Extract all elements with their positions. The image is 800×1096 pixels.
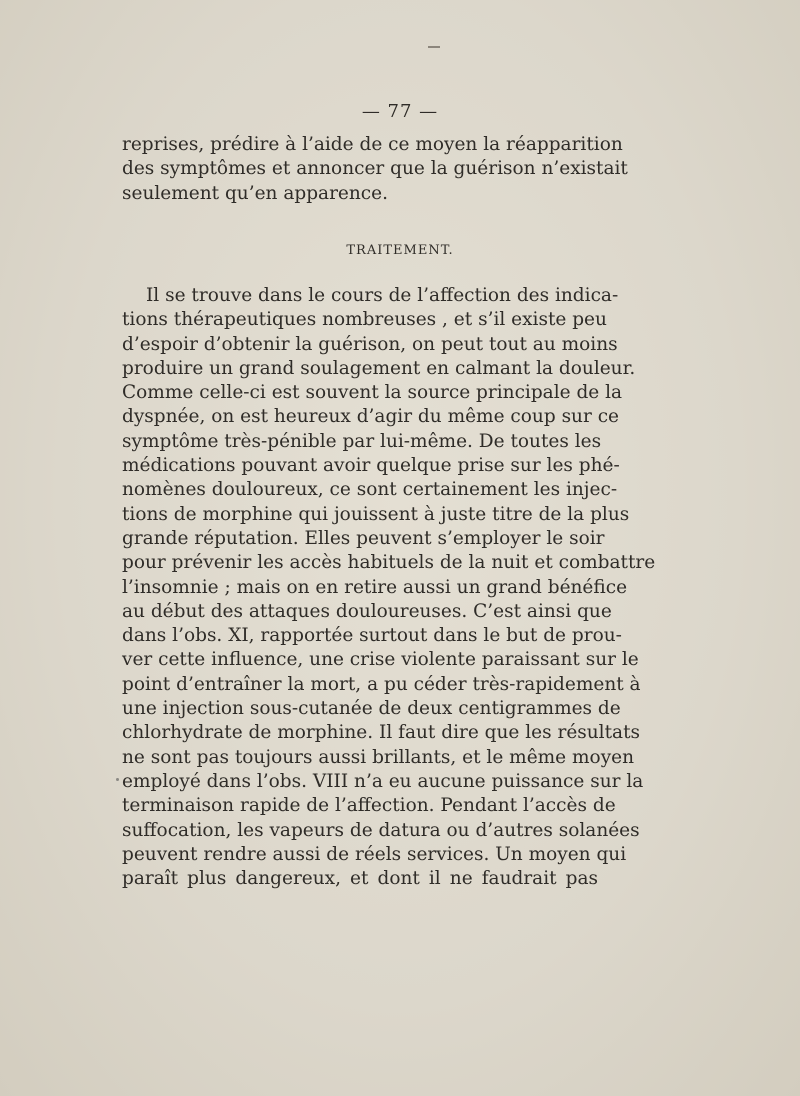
text-line: des symptômes et annoncer que la guérison n’existait: [122, 158, 628, 180]
text-line: grande réputation. Elles peuvent s’employer le soir: [122, 527, 605, 549]
text-line: ver cette influence, une crise violente paraissant sur le: [122, 649, 639, 671]
text-line: symptôme très-pénible par lui-même. De toutes les: [122, 430, 602, 452]
text-line: dyspnée, on est heureux d’agir du même coup sur ce: [122, 406, 620, 428]
text-line: une injection sous-cutanée de deux centigrammes de: [122, 698, 621, 720]
text-line: tions thérapeutiques nombreuses , et s’il existe peu: [122, 309, 607, 331]
text-line: Il se trouve dans le cours de l’affection des indica-: [146, 285, 619, 306]
text-line: l’insomnie ; mais on en retire aussi un grand bénéfice: [122, 576, 628, 598]
text-line: nomènes douloureux, ce sont certainement les injec-: [122, 479, 618, 501]
text-line: suffocation, les vapeurs de datura ou d’autres solanées: [122, 819, 640, 841]
text-line: Comme celle-ci est souvent la source principale de la: [122, 382, 623, 404]
text-line: tions de morphine qui jouissent à juste titre de la plus: [122, 503, 630, 525]
text-line: ne sont pas toujours aussi brillants, et le même moyen: [122, 746, 635, 768]
section-heading: TRAITEMENT.: [346, 243, 454, 258]
text-line: reprises, prédire à l’aide de ce moyen la réapparition: [122, 134, 623, 155]
text-line: médications pouvant avoir quelque prise sur les phé-: [122, 455, 620, 477]
text-line: au début des attaques douloureuses. C’est ainsi que: [122, 600, 612, 622]
text-line: peuvent rendre aussi de réels services. Un moyen qui: [122, 843, 627, 865]
text-line: seulement qu’en apparence.: [122, 182, 388, 204]
page-number: — 77 —: [361, 101, 439, 122]
text-line: produire un grand soulagement en calmant la douleur.: [122, 357, 636, 379]
ink-speck: [116, 778, 119, 781]
paragraph-treatment: [122, 284, 656, 891]
text-line: pour prévenir les accès habituels de la nuit et combattre: [122, 552, 656, 574]
text-line: employé dans l’obs. VIII n’a eu aucune puissance sur la: [122, 770, 644, 792]
text-line: terminaison rapide de l’affection. Pendant l’accès de: [122, 795, 616, 817]
paragraph-continuation: [122, 133, 628, 206]
text-line: chlorhydrate de morphine. Il faut dire que les résultats: [122, 722, 640, 744]
text-line: paraît plus dangereux, et dont il ne faudrait pas: [122, 868, 598, 890]
text-line: point d’entraîner la mort, a pu céder très-rapidement à: [122, 673, 641, 695]
top-ink-mark: [428, 46, 440, 48]
text-line: dans l’obs. XI, rapportée surtout dans le but de prou-: [122, 625, 622, 647]
text-line: d’espoir d’obtenir la guérison, on peut tout au moins: [122, 333, 618, 355]
